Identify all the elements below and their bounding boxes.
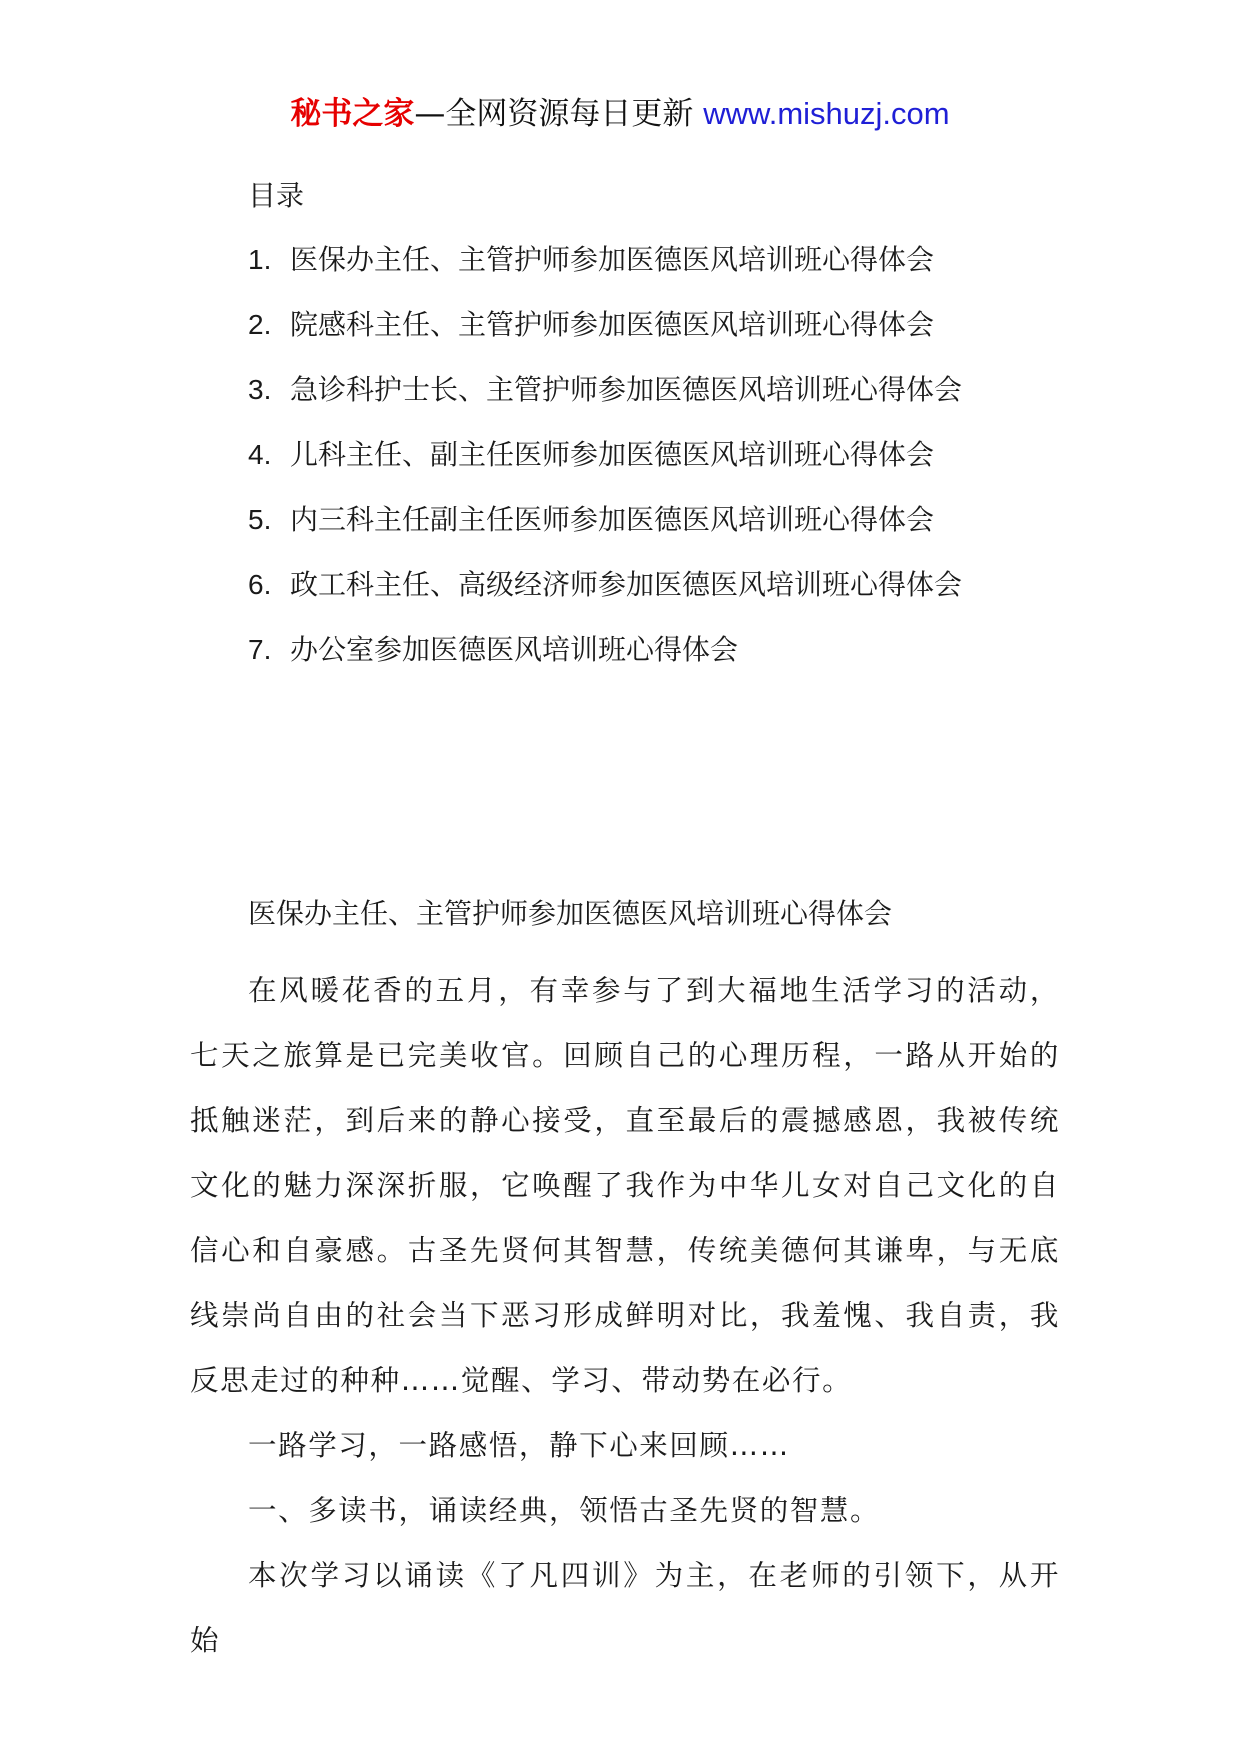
toc-item[interactable] xyxy=(248,630,962,695)
toc-title: 目录 xyxy=(248,179,305,212)
toc-item[interactable] xyxy=(248,240,962,305)
body-paragraph: 本次学习以诵读《了凡四训》为主，在老师的引领下，从开始 xyxy=(190,1559,1060,1657)
body-paragraph: 一路学习，一路感悟，静下心来回顾…… xyxy=(248,1429,790,1462)
toc-item-text: 院感科主任、主管护师参加医德医风培训班心得体会 xyxy=(290,308,935,341)
toc-item[interactable] xyxy=(248,370,962,435)
toc-item-number: 5. xyxy=(248,504,272,535)
section-heading: 一、多读书，诵读经典，领悟古圣先贤的智慧。 xyxy=(248,1494,881,1527)
toc-item-text: 儿科主任、副主任医师参加医德医风培训班心得体会 xyxy=(290,438,935,471)
toc-item-number: 7. xyxy=(248,634,272,665)
toc-item-text: 政工科主任、高级经济师参加医德医风培训班心得体会 xyxy=(290,568,963,601)
toc-item[interactable] xyxy=(248,500,962,565)
toc-item-number: 1. xyxy=(248,244,272,275)
site-url[interactable]: www.mishuzj.com xyxy=(703,96,950,131)
header-slogan: —全网资源每日更新 xyxy=(414,96,704,132)
article-title: 医保办主任、主管护师参加医德医风培训班心得体会 xyxy=(248,897,893,930)
toc-item-number: 2. xyxy=(248,309,272,340)
toc-item-text: 办公室参加医德医风培训班心得体会 xyxy=(290,633,739,666)
site-header xyxy=(0,92,1240,136)
toc-item-number: 4. xyxy=(248,439,272,470)
toc-item[interactable] xyxy=(248,305,962,370)
toc-item[interactable] xyxy=(248,565,962,630)
brand-name: 秘书之家 xyxy=(290,96,415,132)
toc-item-text: 医保办主任、主管护师参加医德医风培训班心得体会 xyxy=(290,243,935,276)
body-paragraph: 在风暖花香的五月，有幸参与了到大福地生活学习的活动，七天之旅算是已完美收官。回顾自己的心理历程，一路从开始的抵触迷茫，到后来的静心接受，直至最后的震撼感恩，我被传统文化的魅力深深折服，它唤醒了我作为中华儿女对自己文化的自信心和自豪感。古圣先贤何其智慧，传统美德何其谦卑，与无底线崇尚自由的社会当下恶习形成鲜明对比，我羞愧、我自责，我反思走过的种种……觉醒、学习、带动势在必行。 xyxy=(190,974,1060,1397)
toc-item-text: 内三科主任副主任医师参加医德医风培训班心得体会 xyxy=(290,503,935,536)
toc-item[interactable] xyxy=(248,435,962,500)
toc-item-text: 急诊科护士长、主管护师参加医德医风培训班心得体会 xyxy=(290,373,963,406)
table-of-contents xyxy=(248,240,962,695)
toc-item-number: 3. xyxy=(248,374,272,405)
toc-item-number: 6. xyxy=(248,569,272,600)
article-body xyxy=(190,958,1060,1673)
